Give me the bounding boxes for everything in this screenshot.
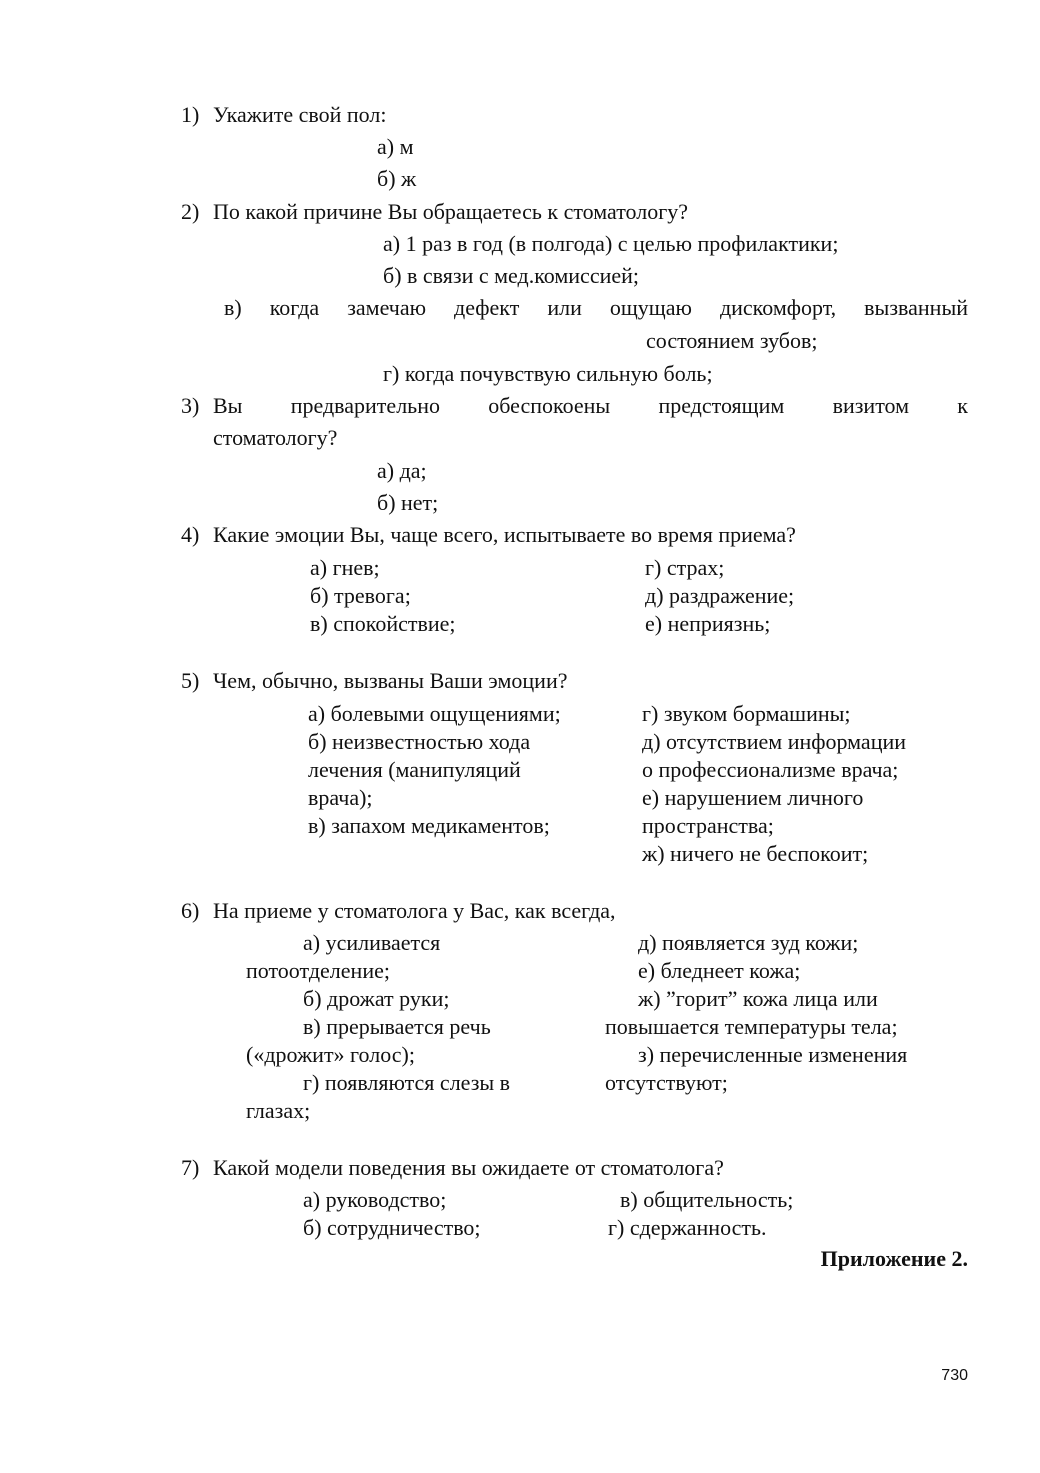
q1-option-a: а) м (377, 134, 414, 159)
q7-option-right: в) общительность; (620, 1187, 794, 1212)
q6-option-right: ж) ”горит” кожа лица или (638, 986, 878, 1011)
q4-option-left: в) спокойствие; (310, 611, 456, 636)
q3-option-a: а) да; (377, 458, 427, 483)
q3-word: Вы (213, 393, 243, 418)
q2-option-c-word: дефект (454, 295, 520, 320)
q6-option-left: в) прерывается речь (303, 1014, 491, 1039)
q2-number: 2) (181, 199, 200, 224)
q2-option-c-word: или (547, 295, 582, 320)
q2-option-c-word: в) (224, 295, 242, 320)
q2-option-c-word: ощущаю (609, 295, 692, 320)
q3-text-line (213, 392, 968, 420)
q6-option-right: е) бледнеет кожа; (638, 958, 801, 983)
q4-option-left: а) гнев; (310, 555, 380, 580)
q1-text: Укажите свой пол: (213, 102, 387, 127)
q2-text: По какой причине Вы обращаетесь к стоматологу? (213, 199, 689, 224)
q2-option-b: б) в связи с мед.комиссией; (383, 263, 640, 288)
q3-text-continuation: стоматологу? (213, 425, 338, 450)
q7-number: 7) (181, 1155, 200, 1180)
q4-number: 4) (181, 522, 200, 547)
q2-option-c-continuation: состоянием зубов; (646, 328, 818, 353)
q6-option-left: глазах; (246, 1098, 311, 1123)
q6-option-right: повышается температуры тела; (605, 1014, 898, 1039)
q1-number: 1) (181, 102, 200, 127)
q1-option-b: б) ж (377, 166, 417, 191)
page-number: 730 (941, 1367, 968, 1384)
q3-option-b: б) нет; (377, 490, 439, 515)
q5-option-left: лечения (манипуляций (308, 757, 521, 782)
q3-word: визитом (832, 393, 910, 418)
q5-option-left: в) запахом медикаментов; (308, 813, 550, 838)
q7-option-left: а) руководство; (303, 1187, 447, 1212)
q5-option-right: г) звуком бормашины; (642, 701, 851, 726)
q6-option-right: д) появляется зуд кожи; (638, 930, 859, 955)
q6-option-left: потоотделение; (246, 958, 390, 983)
q4-text: Какие эмоции Вы, чаще всего, испытываете во время приема? (213, 522, 796, 547)
q2-option-d: г) когда почувствую сильную боль; (383, 361, 713, 386)
q6-number: 6) (181, 898, 200, 923)
q2-option-c-word: замечаю (347, 295, 427, 320)
q5-option-left: врача); (308, 785, 373, 810)
q7-text: Какой модели поведения вы ожидаете от стоматолога? (213, 1155, 724, 1180)
q6-option-left: («дрожит» голос); (246, 1042, 415, 1067)
appendix-heading: Приложение 2. (820, 1246, 968, 1271)
q2-option-a: а) 1 раз в год (в полгода) с целью профилактики; (383, 231, 839, 256)
q6-option-left: а) усиливается (303, 930, 441, 955)
q2-option-c-word: когда (269, 295, 320, 320)
q3-word: к (957, 393, 968, 418)
q5-option-right: ж) ничего не беспокоит; (642, 841, 869, 866)
q5-text: Чем, обычно, вызваны Ваши эмоции? (213, 668, 568, 693)
q3-word: обеспокоены (488, 393, 611, 418)
q7-option-right: г) сдержанность. (608, 1215, 767, 1240)
q5-option-right: е) нарушением личного (642, 785, 864, 810)
q7-option-left: б) сотрудничество; (303, 1215, 481, 1240)
q4-option-right: д) раздражение; (645, 583, 795, 608)
q2-option-c-word: дискомфорт, (719, 295, 837, 320)
q5-option-left: б) неизвестностью хода (308, 729, 531, 754)
q4-option-right: г) страх; (645, 555, 725, 580)
q5-number: 5) (181, 668, 200, 693)
q2-option-c-word: вызванный (864, 295, 968, 320)
q6-option-right: з) перечисленные изменения (638, 1042, 908, 1067)
q2-option-c-line (224, 294, 968, 322)
q6-text: На приеме у стоматолога у Вас, как всегда, (213, 898, 616, 923)
q3-word: предстоящим (658, 393, 785, 418)
q5-option-left: а) болевыми ощущениями; (308, 701, 561, 726)
q5-option-right: пространства; (642, 813, 774, 838)
q6-option-left: г) появляются слезы в (303, 1070, 511, 1095)
q5-option-right: о профессионализме врача; (642, 757, 899, 782)
q4-option-right: е) неприязнь; (645, 611, 771, 636)
q3-word: предварительно (290, 393, 440, 418)
q6-option-left: б) дрожат руки; (303, 986, 450, 1011)
q4-option-left: б) тревога; (310, 583, 411, 608)
q3-number: 3) (181, 393, 200, 418)
q6-option-right: отсутствуют; (605, 1070, 728, 1095)
q5-option-right: д) отсутствием информации (642, 729, 907, 754)
